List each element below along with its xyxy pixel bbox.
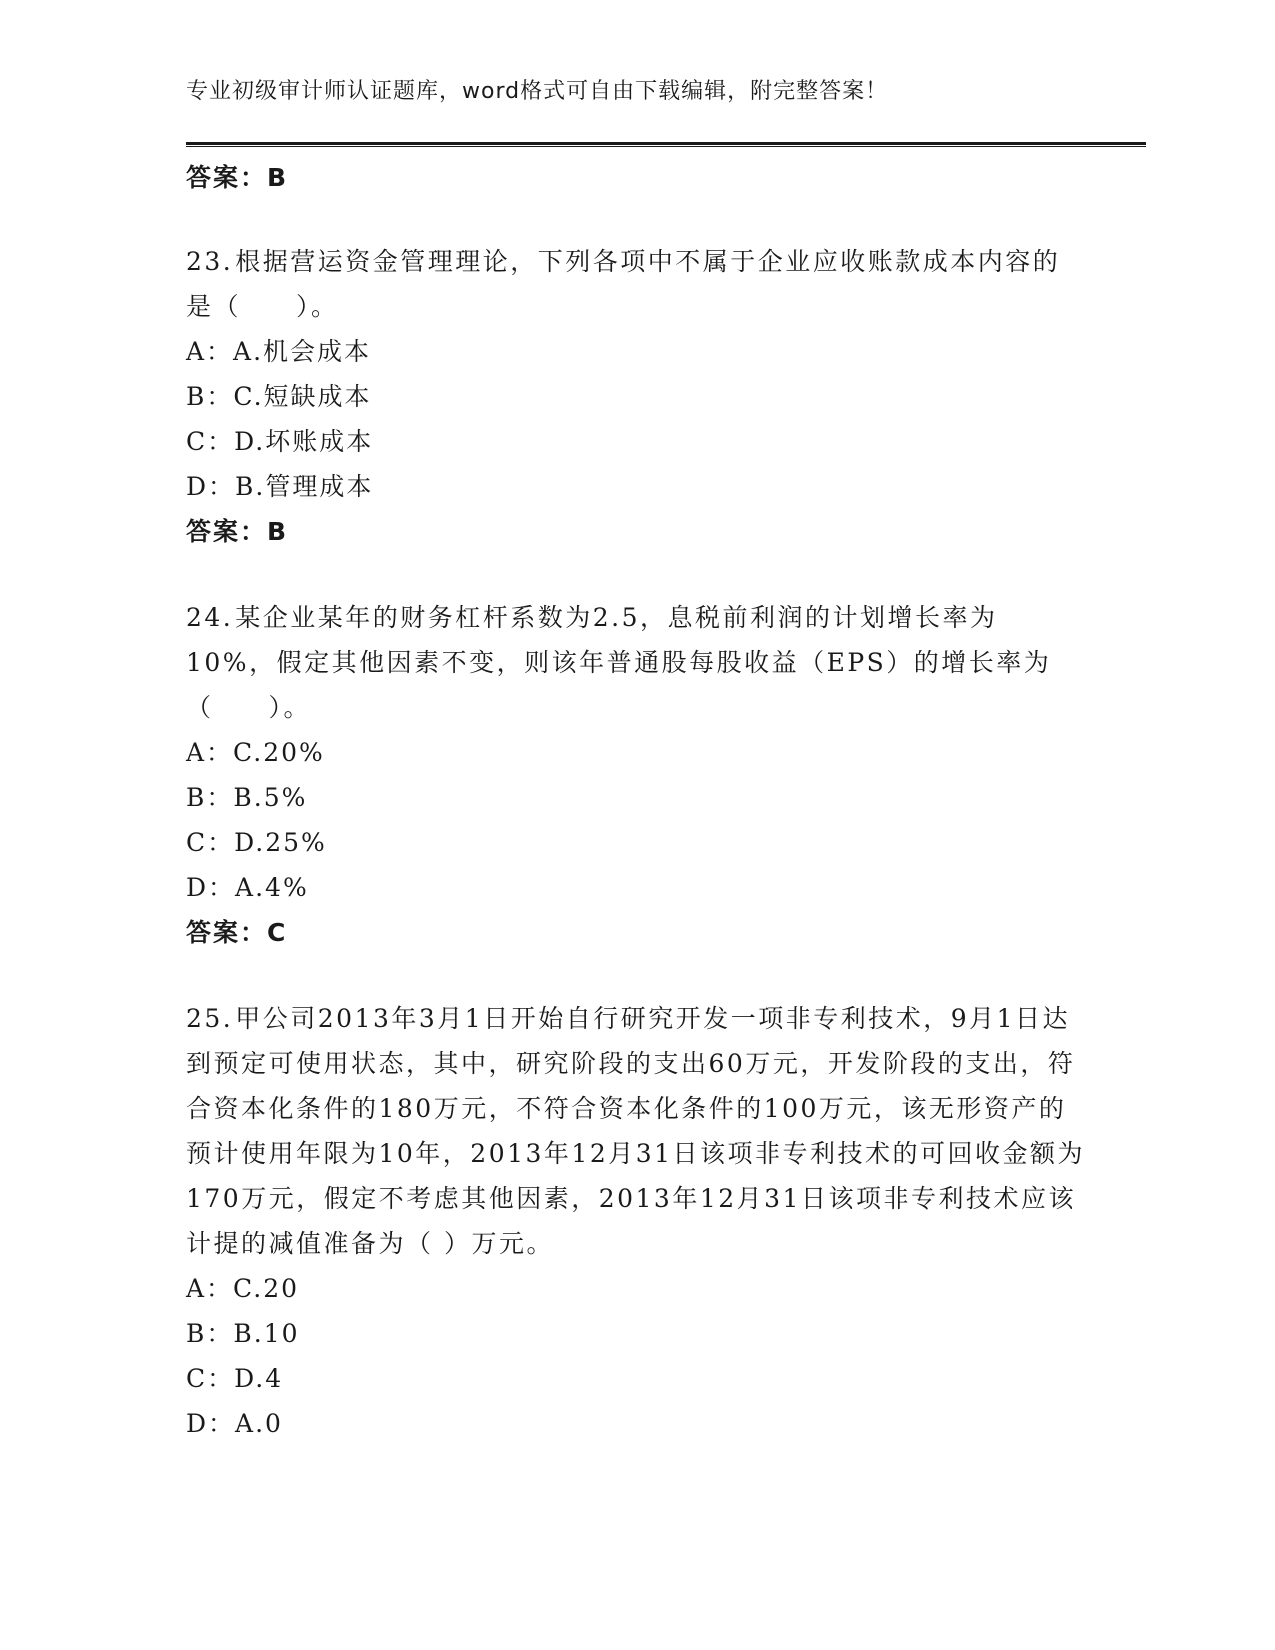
option-a: A：C.20 [186, 1274, 300, 1303]
option-b: B：B.10 [186, 1319, 300, 1348]
question-stem [186, 996, 1086, 1266]
question-25 [186, 996, 1086, 1446]
option-b: B：B.5% [186, 783, 308, 812]
question-text: 甲公司2013年3月1日开始自行研究开发一项非专利技术，9月1日达到预定可使用状态，其中，研究阶段的支出60万元，开发阶段的支出，符合资本化条件的180万元，不符合资本化条件的100万元，该无形资产的预计使用年限为10年，2013年12月31日该项非专利技术的可回收金额为170万元，假定不考虑其他因素，2013年12月31日该项非专利技术应该计提的减值准备为（ ）万元。 [186, 1004, 1086, 1258]
question-stem [186, 239, 1086, 329]
option-d: D：B.管理成本 [186, 472, 374, 501]
option-c: C：D.坏账成本 [186, 427, 374, 456]
answer-line: 答案：B [186, 517, 289, 546]
question-number: 23. [186, 247, 234, 276]
question-text: 根据营运资金管理理论，下列各项中不属于企业应收账款成本内容的是（ ）。 [186, 247, 1061, 321]
question-stem [186, 595, 1086, 730]
question-24 [186, 595, 1086, 956]
option-c: C：D.4 [186, 1364, 284, 1393]
option-d: D：A.0 [186, 1409, 283, 1438]
option-b: B：C.短缺成本 [186, 382, 372, 411]
answer-line: 答案：C [186, 918, 288, 947]
question-number: 25. [186, 1004, 234, 1033]
answer-line: 答案：B [186, 163, 289, 192]
question-list [186, 155, 1086, 1446]
question-23 [186, 239, 1086, 555]
question-number: 24. [186, 603, 234, 632]
option-a: A：C.20% [186, 738, 325, 767]
option-a: A：A.机会成本 [186, 337, 372, 366]
page-header: 专业初级审计师认证题库，word格式可自由下载编辑，附完整答案！ [186, 79, 889, 104]
question-text: 某企业某年的财务杠杆系数为2.5，息税前利润的计划增长率为10%，假定其他因素不变，则该年普通股每股收益（EPS）的增长率为（ ）。 [186, 603, 1052, 722]
option-c: C：D.25% [186, 828, 327, 857]
option-d: D：A.4% [186, 873, 309, 902]
header-divider [186, 142, 1146, 147]
